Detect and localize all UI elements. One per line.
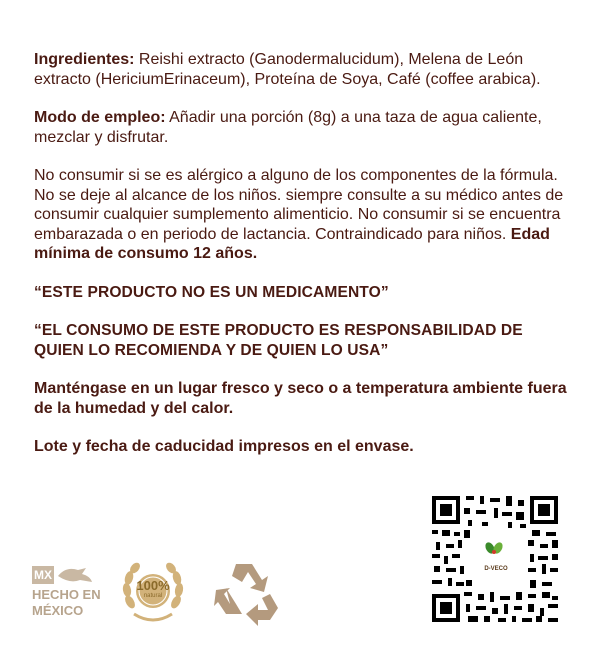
- notice-responsibility: “EL CONSUMO DE ESTE PRODUCTO ES RESPONSABILIDAD DE QUIEN LO RECOMIENDA Y DE QUIEN LO USA”: [34, 322, 523, 359]
- storage-text: Manténgase en un lugar fresco y seco o a temperatura ambiente fuera de la humedad y del calor.: [34, 380, 567, 417]
- qr-code[interactable]: [432, 496, 558, 622]
- warning-text: No consumir si se es alérgico a alguno de los componentes de la fórmula. No se deje al alcance de los niños. siempre consulte a su médico antes de consumir cualquier sumplemento alimenticio. No consumir si se encuentra embarazada o en periodo de lactancia. Contraindicado para niños.: [34, 167, 564, 243]
- usage-label: Modo de empleo:: [34, 109, 166, 126]
- made-in-mexico-icon: [32, 566, 102, 626]
- qr-logo-text: D-VECO: [484, 566, 508, 572]
- natural-seal-label: natural: [143, 593, 163, 599]
- recycle-icon: [212, 558, 284, 626]
- mx-badge: MX: [34, 568, 52, 582]
- ingredients-paragraph: [34, 50, 574, 89]
- usage-paragraph: [34, 108, 574, 147]
- ingredients-text: Reishi extracto (Ganodermalucidum), Melena de León extracto (HericiumErinaceum), Proteína de Soya, Café (coffee arabica).: [34, 51, 541, 88]
- warning-paragraph: [34, 166, 574, 264]
- notice-not-medicine: “ESTE PRODUCTO NO ES UN MEDICAMENTO”: [34, 283, 389, 301]
- natural-seal-value: 100%: [136, 578, 170, 593]
- usage-text: Añadir una porción (8g) a una taza de agua caliente, mezclar y disfrutar.: [34, 109, 542, 146]
- lot-text: Lote y fecha de caducidad impresos en el envase.: [34, 438, 414, 455]
- mexico-label: MÉXICO: [32, 603, 84, 618]
- eagle-icon: [56, 566, 96, 586]
- ingredients-label: Ingredientes:: [34, 51, 135, 68]
- min-age-text: Edad mínima de consumo 12 años.: [34, 225, 550, 262]
- label-text: [34, 50, 574, 476]
- made-in-label: HECHO EN: [32, 587, 101, 602]
